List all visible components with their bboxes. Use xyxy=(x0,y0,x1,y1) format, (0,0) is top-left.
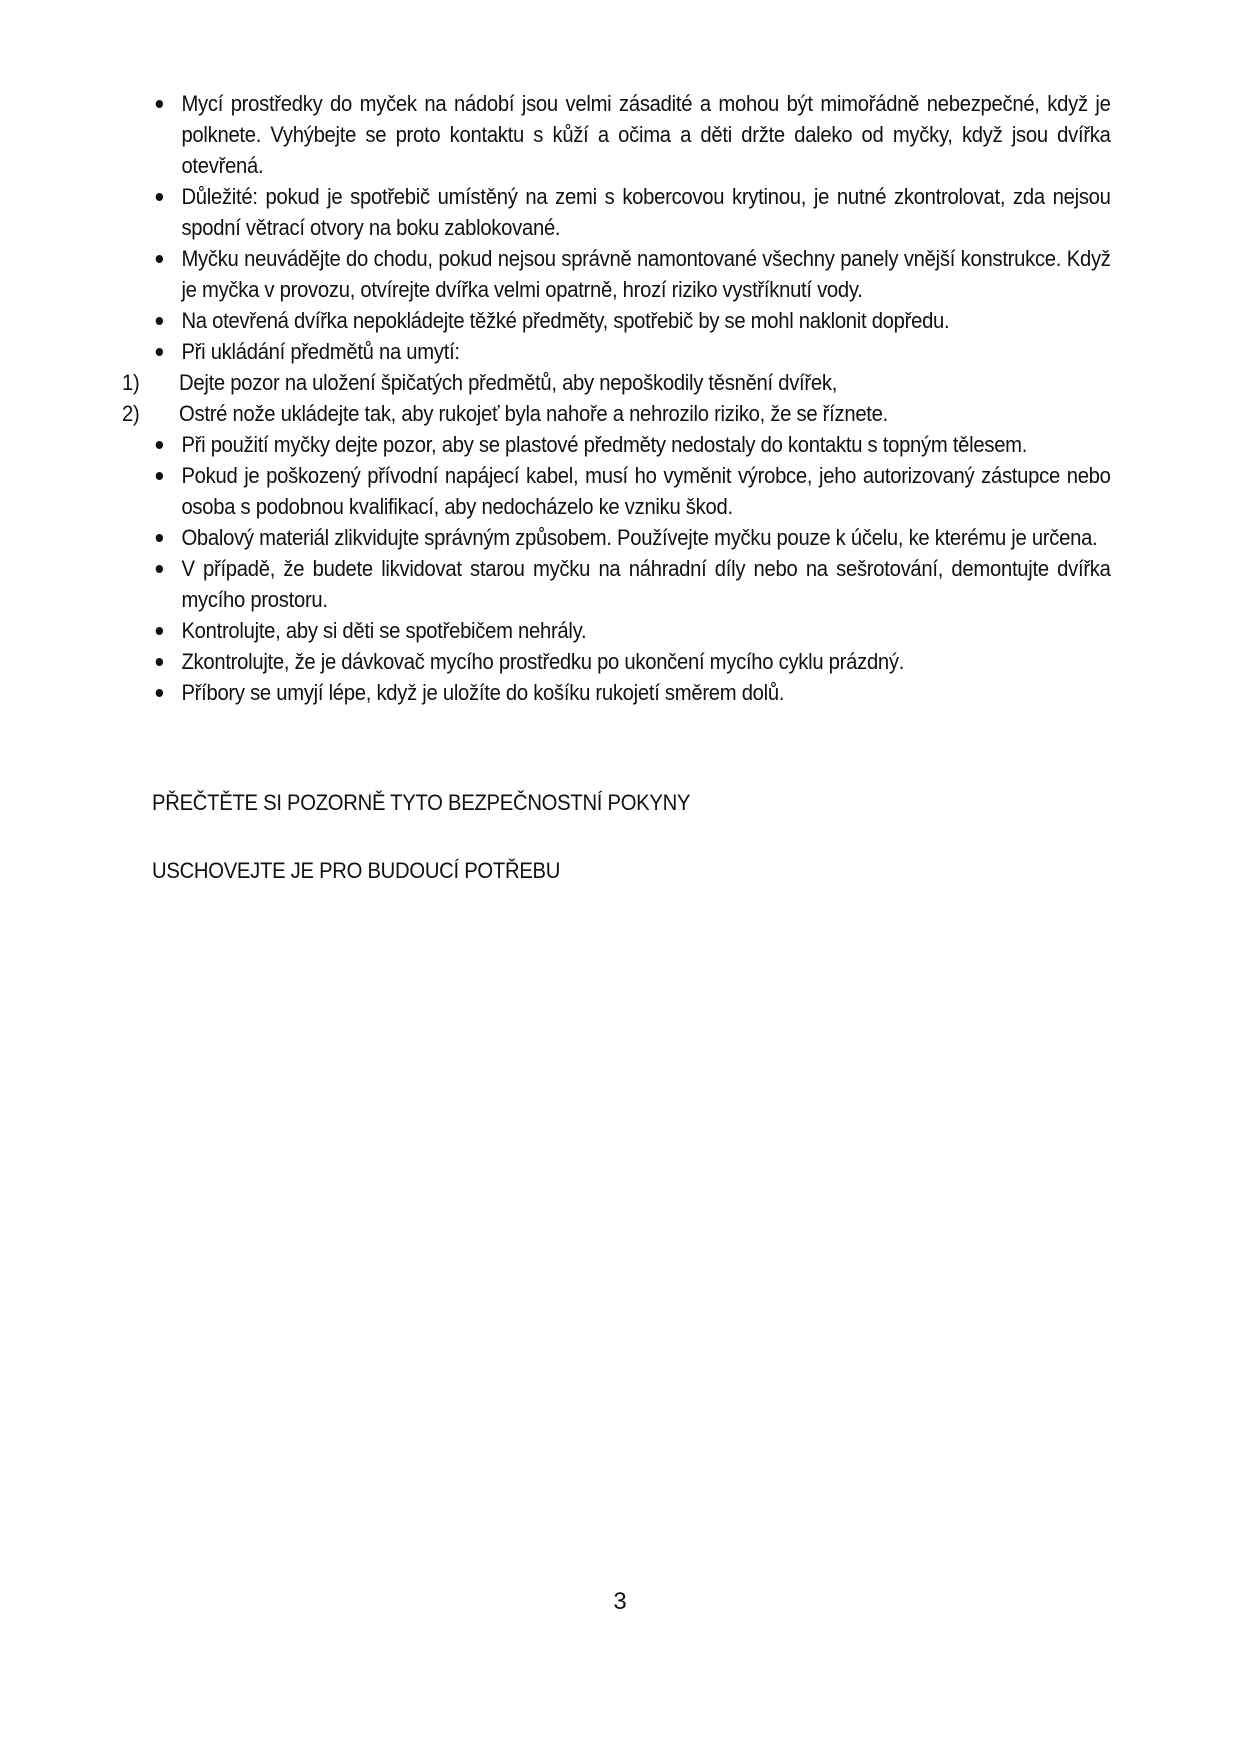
list-item xyxy=(152,522,1111,553)
instruction-text: Důležité: pokud je spotřebič umístěný na zemi s kobercovou krytinou, je nutné zkontrolovat, zda nejsou spodní větrací otvory na boku zablokované. xyxy=(181,184,1111,240)
list-item xyxy=(152,243,1111,305)
page-number: 3 xyxy=(613,1588,627,1615)
read-carefully-notice: PŘEČTĚTE SI POZORNĚ TYTO BEZPEČNOSTNÍ POKYNY xyxy=(152,790,691,815)
list-item xyxy=(152,305,1111,336)
instruction-text: Pokud je poškozený přívodní napájecí kabel, musí ho vyměnit výrobce, jeho autorizovaný zástupce nebo osoba s podobnou kvalifikací, aby nedocházelo ke vzniku škod. xyxy=(181,463,1111,519)
instruction-text: Při použití myčky dejte pozor, aby se plastové předměty nedostaly do kontaktu s topným tělesem. xyxy=(181,432,1028,457)
list-item xyxy=(122,367,1108,398)
safety-instructions-list xyxy=(122,88,1111,708)
instruction-text: Dejte pozor na uložení špičatých předmětů, aby nepoškodily těsnění dvířek, xyxy=(179,370,838,395)
list-number: 2) xyxy=(122,401,140,426)
instruction-text: V případě, že budete likvidovat starou myčku na náhradní díly nebo na sešrotování, demontujte dvířka mycího prostoru. xyxy=(181,556,1111,612)
list-item xyxy=(152,336,1111,367)
list-item xyxy=(152,181,1111,243)
instruction-text: Příbory se umyjí lépe, když je uložíte do košíku rukojetí směrem dolů. xyxy=(181,680,785,705)
document-body xyxy=(122,88,1111,708)
list-item xyxy=(152,88,1111,181)
keep-for-future-notice: USCHOVEJTE JE PRO BUDOUCÍ POTŘEBU xyxy=(152,858,561,883)
instruction-text: Obalový materiál zlikvidujte správným způsobem. Používejte myčku pouze k účelu, ke kterému je určena. xyxy=(181,525,1098,550)
instruction-text: Zkontrolujte, že je dávkovač mycího prostředku po ukončení mycího cyklu prázdný. xyxy=(181,649,905,674)
instruction-text: Ostré nože ukládejte tak, aby rukojeť byla nahoře a nehrozilo riziko, že se říznete. xyxy=(179,401,888,426)
list-item xyxy=(152,615,1111,646)
list-item xyxy=(152,553,1111,615)
instruction-text: Na otevřená dvířka nepokládejte těžké předměty, spotřebič by se mohl naklonit dopředu. xyxy=(181,308,950,333)
instruction-text: Kontrolujte, aby si děti se spotřebičem nehrály. xyxy=(181,618,587,643)
list-item xyxy=(122,398,1108,429)
instruction-text: Mycí prostředky do myček na nádobí jsou velmi zásadité a mohou být mimořádně nebezpečné, když je polknete. Vyhýbejte se proto kontaktu s kůží a očima a děti držte daleko od myčky, když jsou dvířka otevřená. xyxy=(181,91,1111,178)
list-item xyxy=(152,646,1111,677)
list-number: 1) xyxy=(122,370,140,395)
list-item xyxy=(152,460,1111,522)
instruction-text: Myčku neuvádějte do chodu, pokud nejsou správně namontované všechny panely vnější konstrukce. Když je myčka v provozu, otvírejte dvířka velmi opatrně, hrozí riziko vystříknutí vody. xyxy=(181,246,1111,302)
instruction-text: Při ukládání předmětů na umytí: xyxy=(181,339,460,364)
list-item xyxy=(152,677,1111,708)
list-item xyxy=(152,429,1111,460)
